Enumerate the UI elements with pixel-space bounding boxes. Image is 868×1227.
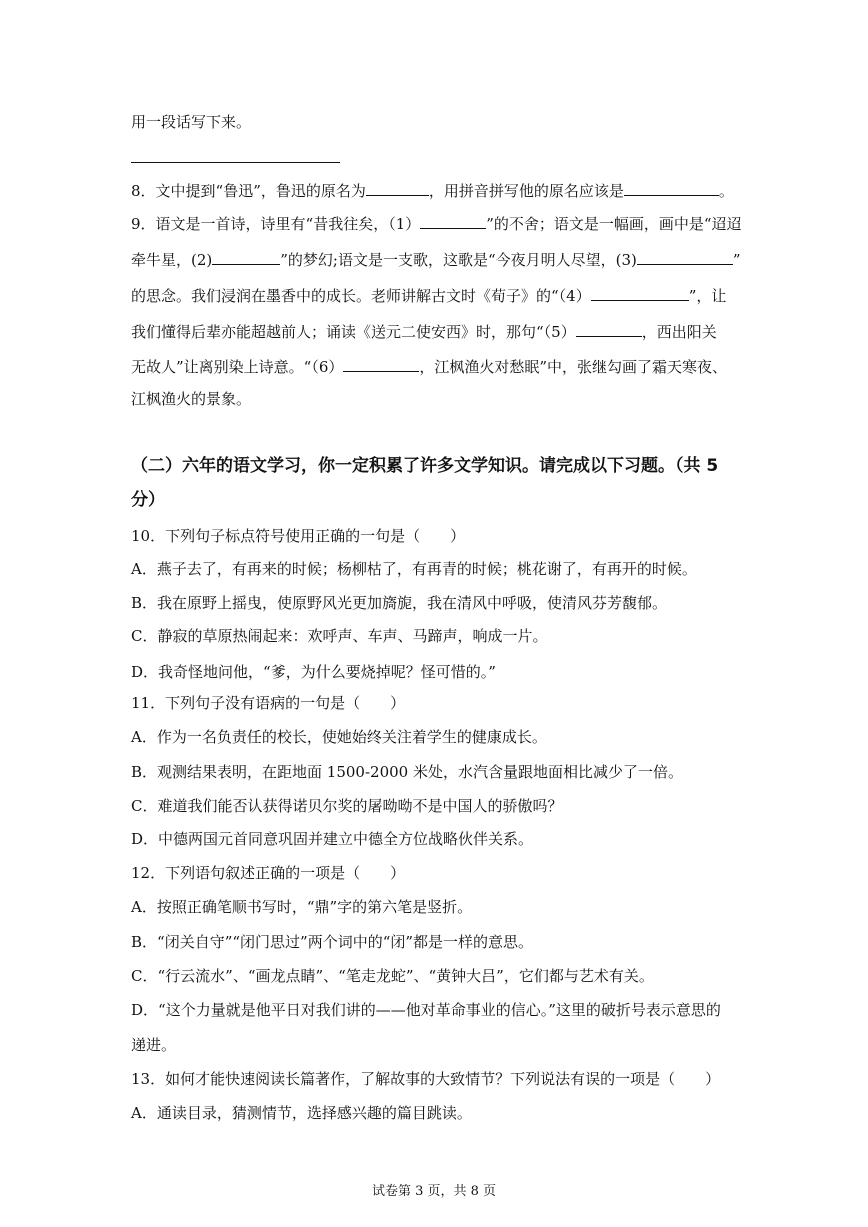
question-8 [131, 180, 734, 201]
q9-text: 我们懂得后辈亦能超越前人；诵读《送元二使安西》时，那句“（5） [131, 323, 576, 341]
option-text: C．静寂的草原热闹起来：欢呼声、车声、马蹄声，响成一片。 [131, 627, 548, 645]
text-line [131, 389, 251, 409]
text-line [131, 285, 726, 306]
text-line [131, 321, 717, 342]
option-d [131, 662, 496, 682]
question-stem: 10．下列句子标点符号使用正确的一句是（ ） [131, 527, 466, 545]
blank [420, 213, 486, 229]
q9-text: ，西出阳关 [641, 323, 717, 341]
option-c [131, 626, 547, 646]
q9-text: 无故人”让离别染上诗意。“（6） [131, 358, 344, 376]
q9-text: 牵牛星，(2) [131, 251, 213, 269]
option-c [131, 966, 654, 986]
q9-text: ”的梦幻;语文是一支歌，这歌是“今夜月明人尽望，(3) [280, 251, 637, 269]
option-b [131, 762, 683, 782]
section-heading-cont [131, 489, 165, 511]
option-text: A．通读目录，猜测情节，选择感兴趣的篇目跳读。 [131, 1104, 472, 1122]
text-line [131, 356, 727, 377]
question-12 [131, 863, 405, 883]
blank [624, 180, 719, 196]
question-stem: 12．下列语句叙述正确的一项是（ ） [131, 864, 406, 882]
option-a [131, 727, 547, 747]
q8-text: 。 [718, 182, 734, 200]
option-b [131, 593, 667, 613]
heading-text: （二）六年的语文学习，你一定积累了许多文学知识。请完成以下习题。（共 5 [131, 456, 719, 476]
question-13 [131, 1069, 720, 1089]
question-11 [131, 693, 405, 713]
option-text: A．作为一名负责任的校长，使她始终关注着学生的健康成长。 [131, 728, 547, 746]
line-text: 用一段话写下来。 [131, 113, 252, 131]
option-a [131, 897, 472, 917]
page-footer: 试卷第 3 页，共 8 页 [371, 1184, 497, 1199]
option-text: D．“这个力量就是他平日对我们讲的——他对革命事业的信心。”这里的破折号表示意思的 [131, 1001, 721, 1019]
blank [576, 321, 642, 337]
option-b [131, 932, 533, 952]
section-heading [131, 455, 718, 477]
option-text: A．燕子去了，有再来的时候；杨柳枯了，有再青的时候；桃花谢了，有再开的时候。 [131, 560, 697, 578]
option-text: B．我在原野上摇曳，使原野风光更加旖旎，我在清风中呼吸，使清风芬芳馥郁。 [131, 594, 668, 612]
text-line [131, 112, 251, 132]
question-10 [131, 526, 465, 546]
blank [637, 249, 733, 265]
option-a [131, 1103, 472, 1123]
question-9 [131, 213, 742, 234]
q8-text: ，用拼音拼写他的原名应该是 [428, 182, 624, 200]
option-d [131, 829, 533, 849]
q9-text: ”，让 [688, 287, 727, 305]
q8-text: 8．文中提到“鲁迅”，鲁迅的原名为 [131, 182, 366, 200]
blank [343, 356, 419, 372]
q9-text: ”的不舍；语文是一幅画，画中是“迢迢 [486, 215, 742, 233]
q9-text: 的思念。我们浸润在墨香中的成长。老师讲解古文时《荀子》的“（4） [131, 287, 591, 305]
option-text: C．“行云流水”、“画龙点睛”、“笔走龙蛇”、“黄钟大吕”，它们都与艺术有关。 [131, 967, 654, 985]
q9-text: 江枫渔火的景象。 [131, 390, 252, 408]
option-text: B．观测结果表明，在距地面 1500-2000 米处，水汽含量跟地面相比减少了一倍。 [131, 763, 683, 781]
option-text: D．中德两国元首同意巩固并建立中德全方位战略伙伴关系。 [131, 830, 534, 848]
answer-line [131, 162, 340, 163]
option-text: C．难道我们能否认获得诺贝尔奖的屠呦呦不是中国人的骄傲吗？ [131, 797, 563, 815]
option-c [131, 796, 562, 816]
option-d-cont [131, 1035, 176, 1055]
q9-text: 9．语文是一首诗，诗里有“昔我往矣，（1） [131, 215, 421, 233]
blank [366, 180, 429, 196]
text-line [131, 249, 741, 270]
option-text: B．“闭关自守”“闭门思过”两个词中的“闭”都是一样的意思。 [131, 933, 534, 951]
question-stem: 13．如何才能快速阅读长篇著作，了解故事的大致情节？下列说法有误的一项是（ ） [131, 1070, 721, 1088]
option-text: A．按照正确笔顺书写时，“鼎”字的第六笔是竖折。 [131, 898, 473, 916]
question-stem: 11．下列句子没有语病的一句是（ ） [131, 694, 406, 712]
option-text: D．我奇怪地问他，“爹，为什么要烧掉呢？怪可惜的。” [131, 663, 496, 681]
option-d [131, 1000, 721, 1020]
q9-text: ” [732, 251, 741, 269]
heading-text: 分） [131, 490, 165, 510]
option-a [131, 559, 697, 579]
blank [212, 249, 280, 265]
option-text: 递进。 [131, 1036, 177, 1054]
blank [591, 285, 689, 301]
q9-text: ，江枫渔火对愁眠”中，张继勾画了霜天寒夜、 [419, 358, 728, 376]
